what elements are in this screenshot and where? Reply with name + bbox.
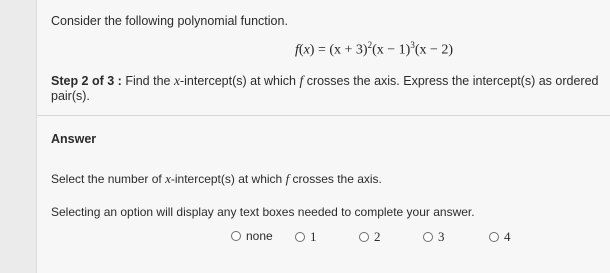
answer-heading: Answer: [51, 132, 97, 146]
step-instruction: [51, 73, 610, 103]
question-panel: [36, 0, 610, 273]
option-none[interactable]: [231, 229, 273, 243]
answer-instruction: [51, 171, 382, 187]
function-var: x: [303, 42, 310, 58]
section-divider: [37, 115, 610, 116]
option-2[interactable]: [359, 229, 381, 245]
option-label: 3: [438, 229, 445, 244]
radio-button[interactable]: [359, 232, 369, 242]
exponent-2: 3: [410, 40, 415, 50]
polynomial-function: $f(x) = (x + 3)^2(x - 1)^3(x - 2)$: [295, 40, 454, 58]
radio-button[interactable]: [489, 232, 499, 242]
option-label: 2: [374, 229, 381, 244]
option-label: 4: [504, 229, 511, 244]
function-equals: =: [314, 42, 330, 58]
option-3[interactable]: [423, 229, 445, 245]
step-text-a: Find the: [121, 74, 174, 88]
instr-f-var: f: [285, 171, 290, 186]
instr-text-a: Select the number of: [51, 172, 166, 186]
exponent-1: 2: [367, 40, 373, 50]
step-label: Step 2 of 3 :: [51, 74, 122, 88]
factor-1: (x + 3): [329, 42, 368, 58]
instr-text-c: crosses the axis.: [289, 172, 382, 186]
radio-button[interactable]: [231, 231, 241, 241]
step-f-var: f: [299, 73, 304, 88]
instr-x-var: x: [165, 171, 171, 186]
factor-2: (x − 1): [372, 42, 411, 58]
option-hint: Selecting an option will display any text boxes needed to complete your answer.: [51, 205, 475, 219]
step-text-c: crosses the axis. Express the intercept(s) as ordered pair(s).: [51, 74, 599, 103]
option-label: 1: [310, 229, 317, 244]
factor-3: (x − 2): [414, 42, 454, 58]
step-x-var: x: [173, 73, 180, 88]
option-label: none: [246, 229, 273, 243]
option-1[interactable]: [295, 229, 317, 245]
question-prompt: Consider the following polynomial function.: [51, 14, 288, 28]
step-text-b: -intercept(s) at which: [179, 74, 300, 88]
option-4[interactable]: [489, 229, 511, 245]
function-name: f: [295, 42, 299, 58]
radio-button[interactable]: [423, 232, 433, 242]
instr-text-b: -intercept(s) at which: [170, 172, 286, 186]
option-group: [37, 229, 610, 249]
radio-button[interactable]: [295, 232, 305, 242]
